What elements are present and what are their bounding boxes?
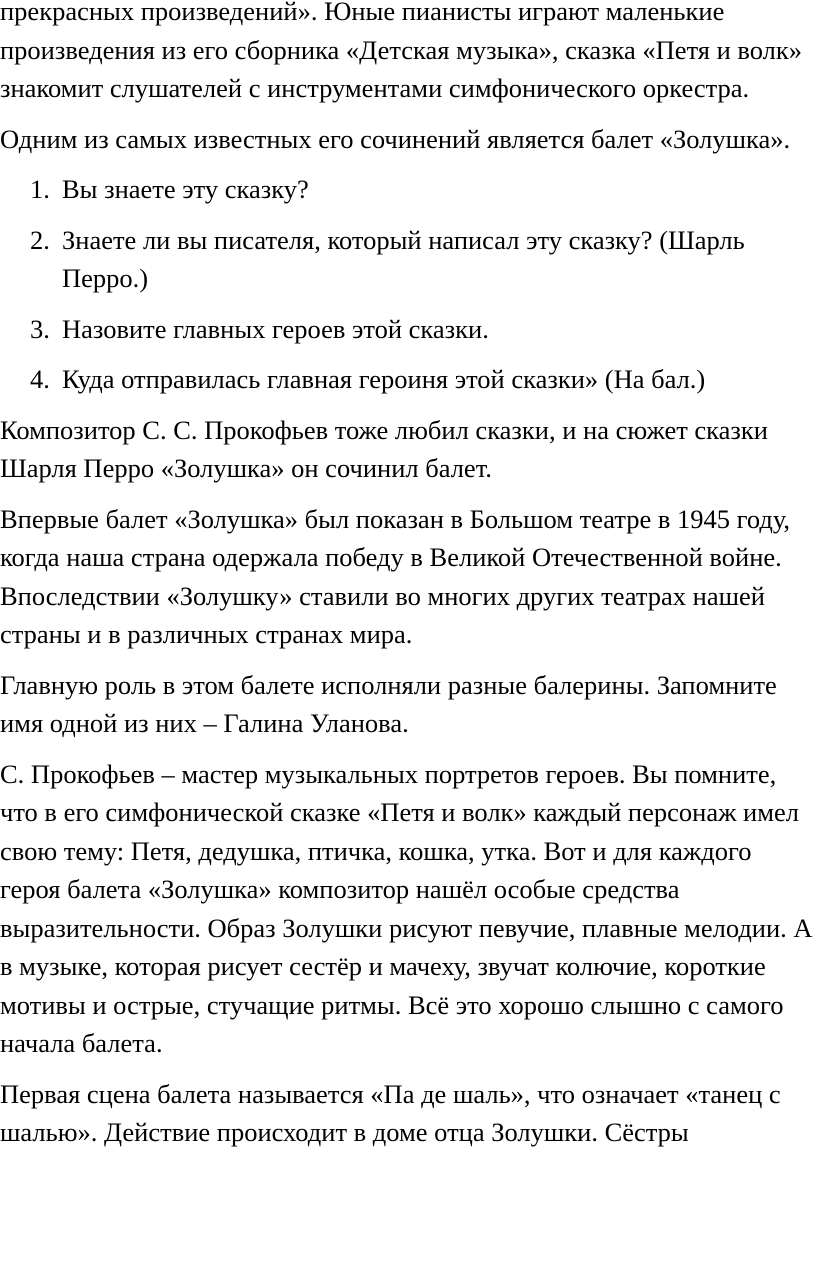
list-item-number: 2. — [30, 224, 50, 255]
list-item-number: 1. — [30, 174, 50, 204]
list-item-text: Знаете ли вы писателя, который написал эту сказку? (Шарль Перро.) — [62, 224, 745, 293]
list-item-number: 4. — [30, 364, 50, 394]
paragraph-prokofiev-ballet: Композитор С. С. Прокофьев тоже любил сказки, и на сюжет сказки Шарля Перро «Золушка» он сочинил балет. — [0, 414, 768, 483]
list-item-text: Куда отправилась главная героиня этой сказки» (На бал.) — [62, 364, 706, 394]
paragraph-musical-portraits: С. Прокофьев – мастер музыкальных портретов героев. Вы помните, что в его симфонической сказке «Петя и волк» каждый персонаж имел свою тему: Петя, дедушка, птичка, кошка, утка. Вот и для каждого героя балета «Золушка» композитор нашёл особые средства выразительности. Образ Золушки рисуют певучие, плавные мелодии. А в музыке, которая рисует сестёр и мачеху, звучат колючие, короткие мотивы и острые, стучащие ритмы. Всё это хорошо слышно с самого начала балета. — [0, 758, 813, 1058]
paragraph-first-scene: Первая сцена балета называется «Па де шаль», что означает «танец с шалью». Действие происходит в доме отца Золушки. Сёстры — [0, 1078, 781, 1147]
list-item — [0, 360, 816, 399]
paragraph-intro: прекрасных произведений». Юные пианисты играют маленькие произведения из его сборника «Детская музыка», сказка «Петя и волк» знакомит слушателей с инструментами симфонического оркестра. — [0, 0, 803, 103]
list-item-text: Вы знаете эту сказку? — [62, 174, 309, 204]
list-item — [0, 170, 816, 209]
list-item — [0, 221, 816, 298]
list-item — [0, 310, 816, 349]
list-item-text: Назовите главных героев этой сказки. — [62, 313, 489, 344]
paragraph-cinderella-ballet: Одним из самых известных его сочинений является балет «Золушка». — [0, 123, 791, 154]
paragraph-ulanova: Главную роль в этом балете исполняли разные балерины. Запомните имя одной из них – Галина Уланова. — [0, 669, 777, 738]
question-list — [0, 170, 816, 399]
paragraph-bolshoi-premiere: Впервые балет «Золушка» был показан в Большом театре в 1945 году, когда наша страна одержала победу в Великой Отечественной войне. Впоследствии «Золушку» ставили во многих других театрах нашей страны и в различных странах мира. — [0, 503, 791, 649]
list-item-number: 3. — [30, 313, 50, 344]
